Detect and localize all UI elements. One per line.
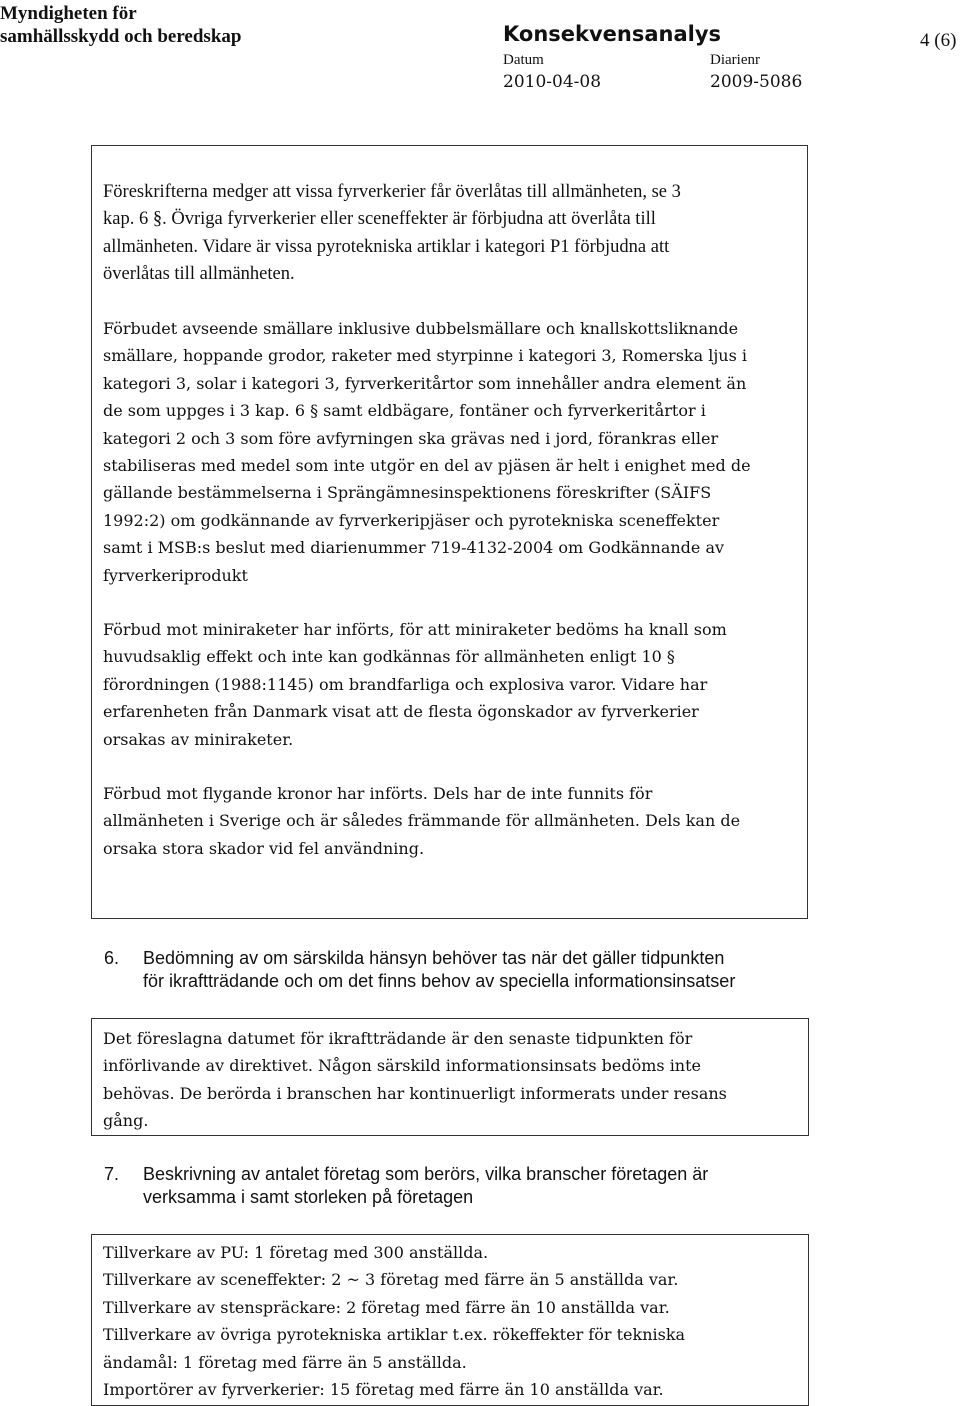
document-title: Konsekvensanalys xyxy=(503,22,722,46)
text-line: behövas. De berörda i branschen har kontinuerligt informerats under resans xyxy=(103,1083,727,1103)
text-line: stabiliseras med medel som inte utgör en del av pjäsen är helt i enighet med de xyxy=(103,456,751,476)
text-line: införlivande av direktivet. Någon särskild informationsinsats bedöms inte xyxy=(103,1056,702,1076)
text-line: ändamål: 1 företag med färre än 5 anställda. xyxy=(103,1352,467,1372)
dnr-value: 2009-5086 xyxy=(710,72,803,92)
text-line: samt i MSB:s beslut med diarienummer 719-4132-2004 om Godkännande av xyxy=(103,538,725,558)
text-line: Tillverkare av PU: 1 företag med 300 anställda. xyxy=(103,1243,489,1262)
paragraph-timing xyxy=(103,1025,727,1135)
org-line-1: Myndigheten för xyxy=(0,3,137,24)
text-line: Tillverkare av sceneffekter: 2 ~ 3 företag med färre än 5 anställda var. xyxy=(103,1270,679,1290)
section-7-heading xyxy=(104,1163,924,1209)
text-line: Importörer av fyrverkerier: 15 företag med färre än 10 anställda var. xyxy=(103,1380,664,1400)
text-line: kategori 3, solar i kategori 3, fyrverkeritårtor som innehåller andra element än xyxy=(103,373,747,393)
text-line: allmänheten i Sverige och är således främmande för allmänheten. Dels kan de xyxy=(103,811,741,831)
date-label: Datum xyxy=(503,52,544,68)
page-number: 4 (6) xyxy=(920,30,957,51)
dnr-label: Diarienr xyxy=(710,52,760,68)
paragraph-ban-flying-crowns xyxy=(103,780,740,862)
text-line: de som uppges i 3 kap. 6 § samt eldbägare, fontäner och fyrverkeritårtor i xyxy=(103,401,706,421)
paragraph-ban-minirockets xyxy=(103,616,727,753)
text-line: förordningen (1988:1145) om brandfarliga och explosiva varor. Vidare har xyxy=(103,674,708,694)
text-line: Föreskrifterna medger att vissa fyrverkerier får överlåtas till allmänheten, se 3 xyxy=(103,182,681,202)
paragraph-ban-firecrackers xyxy=(103,315,751,589)
text-line: Förbud mot miniraketer har införts, för att miniraketer bedöms ha knall som xyxy=(103,620,727,639)
organization-name xyxy=(0,2,241,48)
section-title-line: Beskrivning av antalet företag som berörs, vilka branscher företagen är xyxy=(143,1164,709,1184)
section-title-line: Bedömning av om särskilda hänsyn behöver tas när det gäller tidpunkten xyxy=(143,948,725,968)
text-line: Tillverkare av stenspräckare: 2 företag med färre än 10 anställda var. xyxy=(103,1297,670,1317)
text-line: 1992:2) om godkännande av fyrverkeripjäser och pyrotekniska sceneffekter xyxy=(103,510,720,530)
text-line: allmänheten. Vidare är vissa pyrotekniska artiklar i kategori P1 förbjudna att xyxy=(103,236,670,257)
section-title-line: för ikraftträdande och om det finns behov av speciella informationsinsatser xyxy=(143,971,736,991)
section-number: 7. xyxy=(104,1164,120,1184)
text-line: smällare, hoppande grodor, raketer med styrpinne i kategori 3, Romerska ljus i xyxy=(103,346,748,366)
text-line: orsaka stora skador vid fel användning. xyxy=(103,838,425,858)
text-line: gång. xyxy=(103,1111,149,1131)
text-line: Det föreslagna datumet för ikraftträdande är den senaste tidpunkten för xyxy=(103,1029,693,1048)
text-line: gällande bestämmelserna i Sprängämnesinspektionens föreskrifter (SÄIFS xyxy=(103,483,712,503)
section-number: 6. xyxy=(104,948,120,968)
text-line: huvudsaklig effekt och inte kan godkännas för allmänheten enligt 10 § xyxy=(103,647,675,667)
date-value: 2010-04-08 xyxy=(503,72,602,92)
text-line: erfarenheten från Danmark visat att de flesta ögonskador av fyrverkerier xyxy=(103,702,699,722)
text-line: orsakas av miniraketer. xyxy=(103,729,294,749)
text-line: kap. 6 §. Övriga fyrverkerier eller sceneffekter är förbjudna att överlåta till xyxy=(103,209,656,230)
paragraph-companies xyxy=(103,1239,685,1403)
text-line: Förbud mot flygande kronor har införts. Dels har de inte funnits för xyxy=(103,784,653,803)
section-6-heading xyxy=(104,947,924,993)
text-line: Förbudet avseende smällare inklusive dubbelsmällare och knallskottsliknande xyxy=(103,319,739,338)
org-line-2: samhällsskydd och beredskap xyxy=(0,26,242,47)
paragraph-regulations xyxy=(103,179,681,289)
text-line: överlåtas till allmänheten. xyxy=(103,264,295,285)
text-line: Tillverkare av övriga pyrotekniska artiklar t.ex. rökeffekter för tekniska xyxy=(103,1325,686,1345)
section-title-line: verksamma i samt storleken på företagen xyxy=(143,1187,474,1207)
text-line: fyrverkeriprodukt xyxy=(103,565,248,585)
text-line: kategori 2 och 3 som före avfyrningen ska grävas ned i jord, förankras eller xyxy=(103,428,719,448)
